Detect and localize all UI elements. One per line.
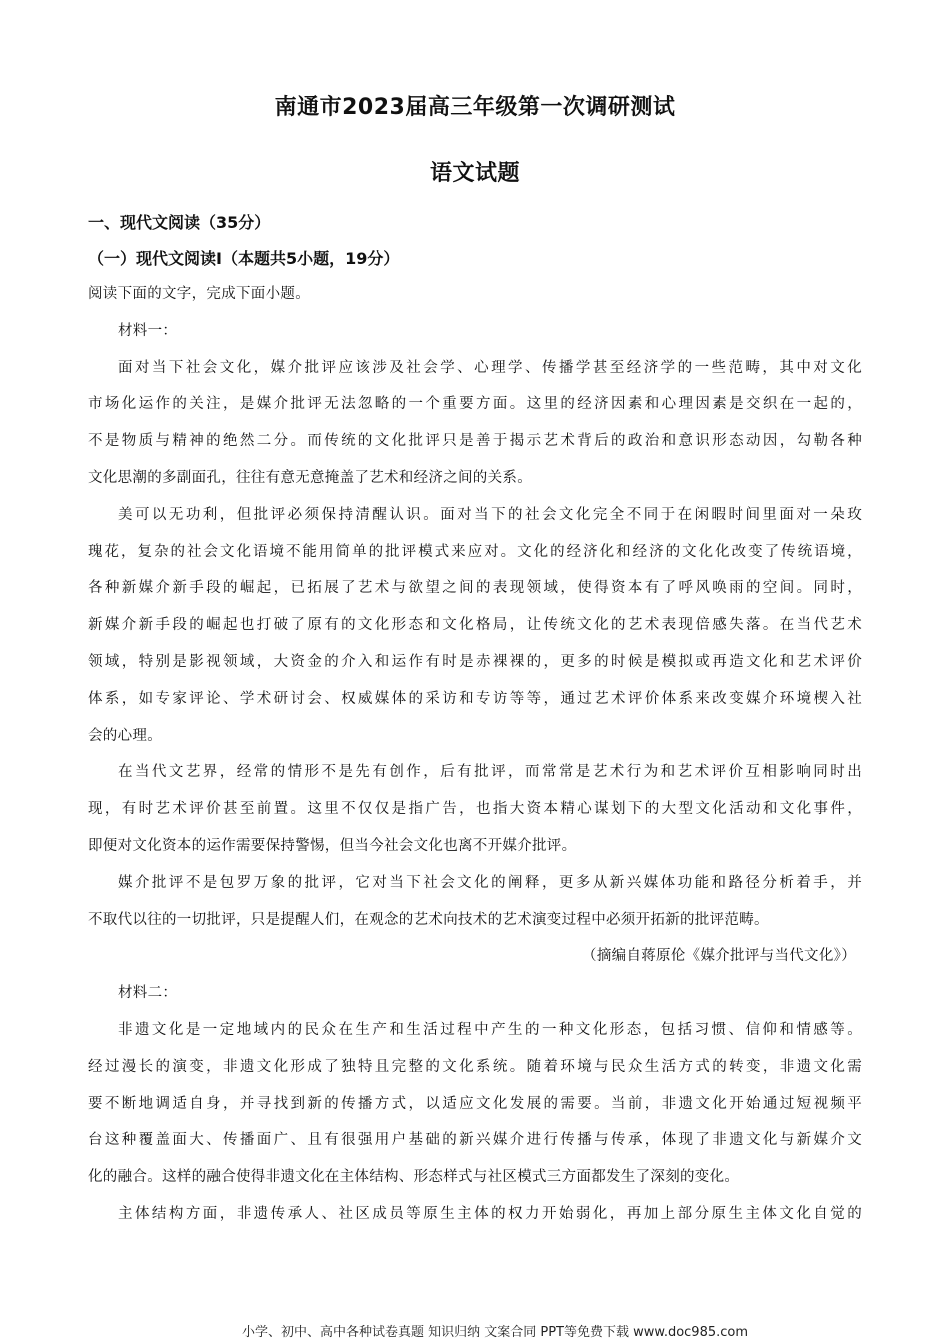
paragraph-line: 媒介批评不是包罗万象的批评，它对当下社会文化的阐释，更多从新兴媒体功能和路径分析着手，并 (118, 874, 862, 891)
paragraph-line: 美可以无功利，但批评必须保持清醒认识。面对当下的社会文化完全不同于在闲暇时间里面对一朵玫 (118, 506, 862, 523)
paragraph-line: 台这种覆盖面大、传播面广、且有很强用户基础的新兴媒介进行传播与传承，体现了非遗文化与新媒介文 (88, 1132, 862, 1149)
paragraph-line: 体系，如专家评论、学术研讨会、权威媒体的采访和专访等等，通过艺术评价体系来改变媒介环境楔入社 (88, 690, 862, 707)
paragraph-line: 不取代以往的一切批评，只是提醒人们，在观念的艺术向技术的艺术演变过程中必须开拓新的批评范畴。 (88, 911, 769, 928)
paragraph-line: 瑰花，复杂的社会文化语境不能用简单的批评模式来应对。文化的经济化和经济的文化化改变了传统语境， (88, 543, 862, 560)
material1-source: （摘编自蒋原伦《媒介批评与当代文化》） (582, 948, 856, 965)
paragraph-line: 不是物质与精神的绝然二分。而传统的文化批评只是善于揭示艺术背后的政治和意识形态动因，勾勒各种 (88, 433, 862, 450)
paragraph-line: 文化思潮的多副面孔，往往有意无意掩盖了艺术和经济之间的关系。 (88, 469, 532, 486)
paragraph-line: 经过漫长的演变，非遗文化形成了独特且完整的文化系统。随着环境与民众生活方式的转变，非遗文化需 (88, 1058, 862, 1075)
paragraph-line: 领域，特别是影视领域，大资金的介入和运作有时是赤裸裸的，更多的时候是模拟或再造文化和艺术评价 (88, 653, 862, 670)
paragraph-line: 会的心理。 (88, 727, 162, 744)
exam-title: 南通市2023届高三年级第一次调研测试 (274, 95, 676, 120)
paragraph-line: 新媒介新手段的崛起也打破了原有的文化形态和文化格局，让传统文化的艺术表现倍感失落。在当代艺术 (88, 617, 862, 634)
section-heading: 一、现代文阅读（35分） (88, 213, 271, 232)
material2-label: 材料二： (118, 985, 178, 1002)
subsection-heading: （一）现代文阅读Ⅰ（本题共5小题，19分） (88, 249, 400, 268)
exam-subtitle: 语文试题 (429, 161, 520, 186)
instruction-text: 阅读下面的文字，完成下面小题。 (88, 286, 310, 302)
paragraph-line: 市场化运作的关注，是媒介批评无法忽略的一个重要方面。这里的经济因素和心理因素是交织在一起的， (88, 396, 862, 413)
paragraph-line: 化的融合。这样的融合使得非遗文化在主体结构、形态样式与社区模式三方面都发生了深刻的变化。 (88, 1169, 740, 1186)
material1-label: 材料一： (118, 322, 178, 339)
paragraph-line: 非遗文化是一定地域内的民众在生产和生活过程中产生的一种文化形态，包括习惯、信仰和情感等。 (118, 1021, 862, 1038)
paragraph-line: 现，有时艺术评价甚至前置。这里不仅仅是指广告，也指大资本精心谋划下的大型文化活动和文化事件， (88, 801, 862, 818)
paragraph-line: 面对当下社会文化，媒介批评应该涉及社会学、心理学、传播学甚至经济学的一些范畴，其中对文化 (118, 359, 862, 376)
paragraph-line: 各种新媒介新手段的崛起，已拓展了艺术与欲望之间的表现领域，使得资本有了呼风唤雨的空间。同时， (88, 580, 862, 597)
paragraph-line: 在当代文艺界，经常的情形不是先有创作，后有批评，而常常是艺术行为和艺术评价互相影响同时出 (118, 764, 862, 781)
footer-watermark-text: 小学、初中、高中各种试卷真题 知识归纳 文案合同 PPT等免费下载 www.doc985.com (241, 1325, 749, 1340)
reading-body (88, 276, 862, 1233)
paragraph-line: 即便对文化资本的运作需要保持警惕，但当今社会文化也离不开媒介批评。 (88, 837, 577, 854)
paragraph-line: 要不断地调适自身，并寻找到新的传播方式，以适应文化发展的需要。当前，非遗文化开始通过短视频平 (88, 1095, 862, 1112)
paragraph-line: 主体结构方面，非遗传承人、社区成员等原生主体的权力开始弱化，再加上部分原生主体文化自觉的 (118, 1205, 862, 1222)
